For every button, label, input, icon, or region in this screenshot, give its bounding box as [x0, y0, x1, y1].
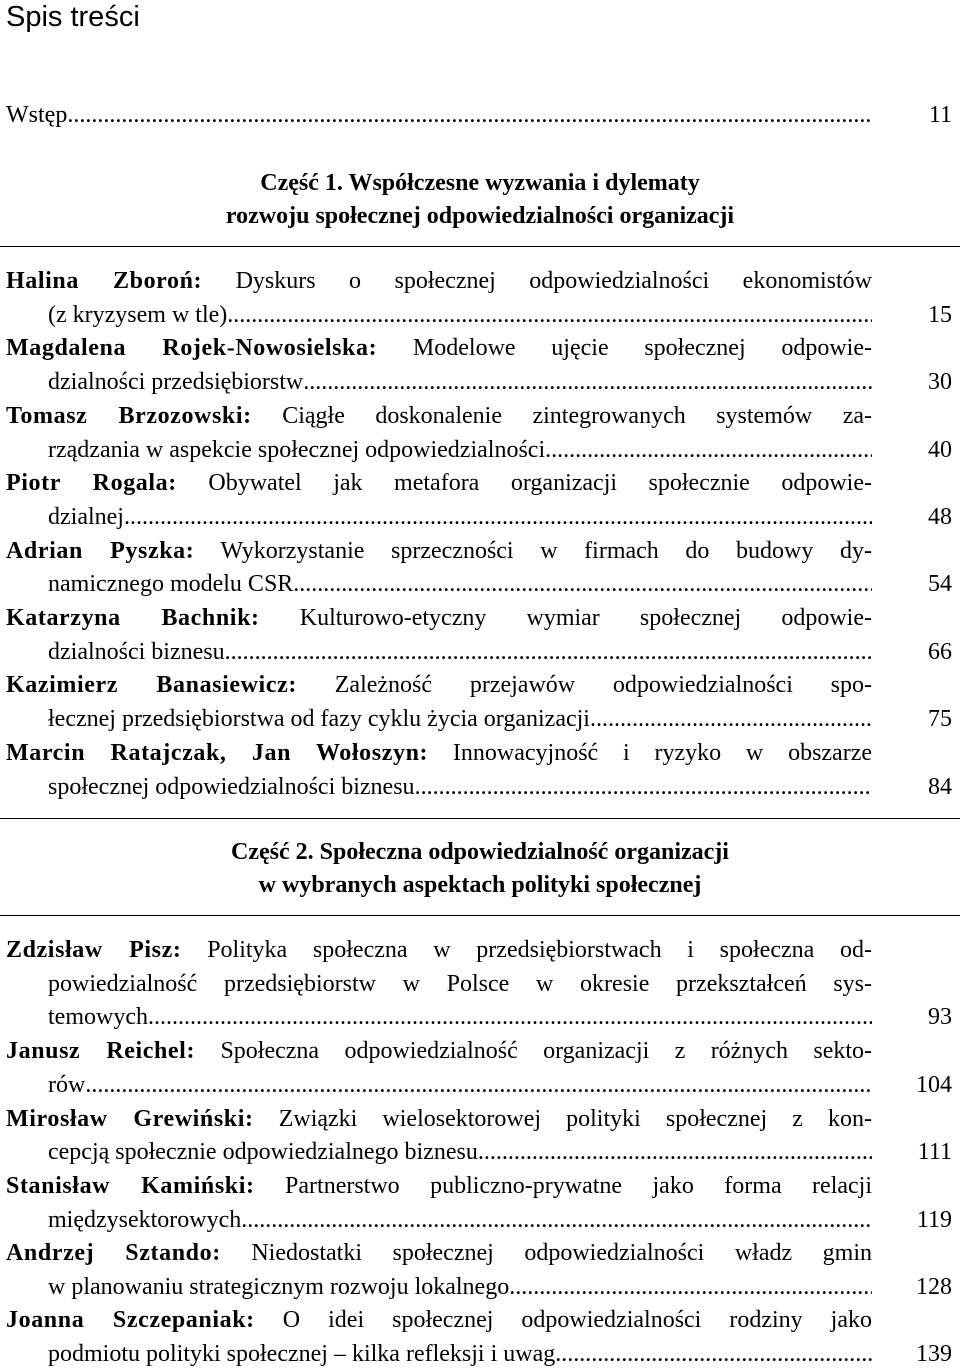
toc-entry-author: Janusz Reichel: [6, 1038, 196, 1065]
toc-entry-author: Joanna Szczepaniak: [6, 1307, 255, 1334]
divider [0, 246, 960, 247]
toc-page-number: 119 [916, 1206, 952, 1233]
toc-entry-title: Społeczna odpowiedzialność organizacji z różnych sekto- [220, 1038, 873, 1065]
toc-entry-title-cont: rów [48, 1071, 86, 1098]
dot-leader [590, 703, 872, 737]
part-heading-line: rozwoju społecznej odpowiedzialności organizacji [225, 203, 735, 229]
toc-entry-title: Związki wielosektorowej polityki społecznej z kon- [278, 1105, 873, 1132]
toc-entry-title: Obywatel jak metafora organizacji społecznie odpowie- [208, 470, 872, 497]
dot-leader [241, 1204, 872, 1238]
toc-entry-title: O idei społecznej odpowiedzialności rodziny jako [282, 1307, 872, 1334]
toc-entry-title: Zależność przejawów odpowiedzialności spo- [334, 672, 873, 699]
toc-entry[interactable] [6, 602, 954, 669]
toc-entry-title-cont: podmiotu polityki społecznej – kilka refleksji i uwag [48, 1341, 556, 1367]
dot-leader [124, 501, 872, 535]
toc-entry-title-cont: temowych [48, 1004, 148, 1031]
toc-entry-title-cont: namicznego modelu CSR [48, 571, 294, 598]
dot-leader [227, 299, 872, 333]
toc-entry-title-cont: (z kryzysem w tle) [48, 301, 228, 328]
toc-entry-title: Dyskurs o społecznej odpowiedzialności ekonomistów [235, 268, 872, 294]
dot-leader [545, 434, 872, 468]
toc-entry-title-cont: cepcją społecznie odpowiedzialnego biznesu [48, 1139, 478, 1166]
toc-entry[interactable] [6, 535, 954, 602]
toc-entry-title: Kulturowo-etyczny wymiar społecznej odpowie- [299, 605, 872, 631]
toc-entry-title: Modelowe ujęcie społecznej odpowie- [412, 335, 872, 362]
toc-page-number: 84 [928, 773, 952, 800]
toc-entry-title: Wykorzystanie sprzeczności w firmach do budowy dy- [220, 537, 872, 564]
page-title: Spis treści [6, 1, 140, 33]
dot-leader [148, 1001, 872, 1035]
dot-leader [303, 366, 872, 400]
dot-leader [415, 771, 872, 805]
toc-page-number: 11 [928, 102, 952, 128]
dot-leader [478, 1136, 872, 1170]
toc-entry-author: Zdzisław Pisz: [6, 937, 182, 963]
toc-page-number: 15 [928, 301, 952, 328]
toc-entry-title-cont: dzialności biznesu [48, 638, 225, 665]
toc-entry-title: Niedostatki społecznej odpowiedzialności władz gmin [251, 1240, 873, 1267]
toc-entry-title: Polityka społeczna w przedsiębiorstwach i społeczna od- [207, 937, 873, 963]
toc-entry-title-cont: łecznej przedsiębiorstwa od fazy cyklu życia organizacji [48, 706, 590, 733]
toc-entry-title-cont: w planowaniu strategicznym rozwoju lokalnego [48, 1274, 510, 1300]
toc-entry-author: Mirosław Grewiński: [6, 1105, 254, 1132]
toc-entry-author: Magdalena Rojek-Nowosielska: [6, 335, 378, 362]
part-2-heading [0, 836, 960, 902]
toc-entry-author: Halina Zboroń: [6, 268, 203, 294]
part-heading-line: Część 1. Współczesne wyzwania i dylematy [260, 170, 700, 196]
toc-entry-author: Stanisław Kamiński: [6, 1172, 255, 1199]
toc-page-number: 93 [928, 1004, 952, 1031]
toc-entry-title: Partnerstwo publiczno-prywatne jako forma relacji [285, 1172, 872, 1199]
part-1-heading [0, 167, 960, 233]
dot-leader [67, 99, 872, 133]
toc-entry[interactable] [6, 332, 954, 399]
toc-entry-title-cont: dzialnej [48, 503, 124, 530]
toc-entry-title: Wstęp [6, 102, 68, 128]
toc-page-number: 104 [916, 1071, 952, 1098]
part-heading-line: w wybranych aspektach polityki społecznej [258, 872, 702, 898]
toc-page-number: 66 [928, 638, 952, 665]
toc-entry-intro[interactable] [6, 99, 954, 133]
toc-entry[interactable] [6, 1304, 954, 1371]
part-heading-line: Część 2. Społeczna odpowiedzialność organizacji [231, 839, 729, 865]
toc-entry-author: Kazimierz Banasiewicz: [6, 672, 297, 699]
toc-entry-title-cont: powiedzialność przedsiębiorstw w Polsce w okresie przekształceń sys- [48, 970, 872, 997]
dot-leader [555, 1338, 872, 1372]
dot-leader [509, 1271, 872, 1305]
toc-entry-title-cont: rządzania w aspekcie społecznej odpowiedzialności [48, 436, 546, 463]
toc-entry-title-cont: międzysektorowych [48, 1206, 242, 1233]
toc-entry-author: Tomasz Brzozowski: [6, 402, 252, 429]
dot-leader [85, 1069, 872, 1103]
toc-page-number: 111 [917, 1139, 952, 1166]
toc-entry[interactable] [6, 934, 954, 1035]
toc-entry[interactable] [6, 1103, 954, 1170]
divider [0, 915, 960, 916]
toc-entry[interactable] [6, 467, 954, 534]
toc-page-number: 128 [916, 1274, 952, 1300]
toc-entry-author: Piotr Rogala: [6, 470, 177, 497]
toc-entry[interactable] [6, 737, 954, 804]
toc-entry[interactable] [6, 400, 954, 467]
toc-entry[interactable] [6, 669, 954, 736]
toc-page-number: 75 [928, 706, 952, 733]
toc-page-number: 30 [928, 369, 952, 396]
toc-page-number: 139 [916, 1341, 952, 1367]
toc-entry-author: Katarzyna Bachnik: [6, 605, 260, 631]
divider [0, 818, 960, 819]
toc-entry-title-cont: dzialności przedsiębiorstw [48, 369, 304, 396]
toc-page-number: 54 [928, 571, 952, 598]
toc-page-number: 40 [928, 436, 952, 463]
toc-entry[interactable] [6, 1170, 954, 1237]
toc-page-number: 48 [928, 503, 952, 530]
toc-entry-author: Marcin Ratajczak, Jan Wołoszyn: [6, 739, 429, 766]
toc-entry[interactable] [6, 1237, 954, 1304]
toc-entry-title: Ciągłe doskonalenie zintegrowanych systemów za- [282, 402, 872, 429]
toc-entry-author: Andrzej Sztando: [6, 1240, 221, 1267]
toc-entry-author: Adrian Pyszka: [6, 537, 195, 564]
toc-entry[interactable] [6, 1035, 954, 1102]
dot-leader [225, 636, 872, 670]
toc-entry[interactable] [6, 265, 954, 332]
dot-leader [293, 568, 872, 602]
toc-entry-title: Innowacyjność i ryzyko w obszarze [452, 739, 873, 766]
toc-entry-title-cont: społecznej odpowiedzialności biznesu [48, 773, 415, 800]
